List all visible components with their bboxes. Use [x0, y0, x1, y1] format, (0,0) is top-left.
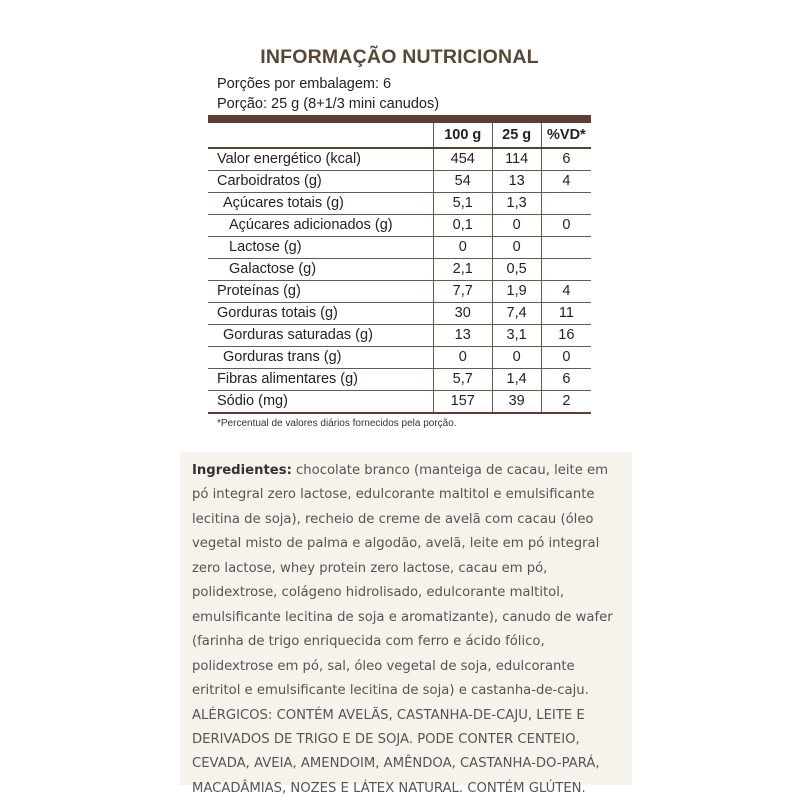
nutrient-label: Gorduras totais (g) [208, 303, 433, 325]
value-100g: 5,7 [433, 369, 492, 391]
value-100g: 0 [433, 347, 492, 369]
nutrient-label: Açúcares adicionados (g) [208, 215, 433, 237]
value-25g: 39 [492, 391, 541, 414]
value-100g: 2,1 [433, 259, 492, 281]
table-row [208, 237, 591, 259]
nutrient-label: Fibras alimentares (g) [208, 369, 433, 391]
table-row [208, 171, 591, 193]
nutrient-label: Carboidratos (g) [208, 171, 433, 193]
value-vd [541, 237, 591, 259]
value-100g: 5,1 [433, 193, 492, 215]
value-25g: 1,9 [492, 281, 541, 303]
nutrient-label: Sódio (mg) [208, 391, 433, 414]
table-row [208, 281, 591, 303]
nutrient-label: Proteínas (g) [208, 281, 433, 303]
value-100g: 454 [433, 148, 492, 171]
value-25g: 114 [492, 148, 541, 171]
value-vd: 6 [541, 369, 591, 391]
ingredients-text: chocolate branco (manteiga de cacau, leite em pó integral zero lactose, edulcorante maltitol e emulsificante lecitina de soja), recheio de creme de avelã com cacau (óleo vegetal misto de palma e algodão, avelã, leite em pó integral zero lactose, whey protein zero lactose, cacau em pó, polidextrose, colágeno hidrolisado, edulcorante maltitol, emulsificante lecitina de soja e aromatizante), canudo de wafer (farinha de trigo enriquecida com ferro e ácido fólico, polidextrose em pó, sal, óleo vegetal de soja, edulcorante eritritol e emulsificante lecitina de soja) e castanha-de-caju. ALÉRGICOS: CONTÉM AVELÃS, CASTANHA-DE-CAJU, LEITE E DERIVADOS DE TRIGO E DE SOJA. PODE CONTER CENTEIO, CEVADA, AVEIA, AMENDOIM, AMÊNDOA, CASTANHA-DO-PARÁ, MACADÂMIAS, NOZES E LÁTEX NATURAL. CONTÉM GLÚTEN. [192, 463, 613, 796]
value-25g: 7,4 [492, 303, 541, 325]
table-row [208, 259, 591, 281]
value-100g: 7,7 [433, 281, 492, 303]
nutrition-facts-panel [208, 42, 591, 437]
nutrition-title: INFORMAÇÃO NUTRICIONAL [260, 46, 539, 68]
value-100g: 54 [433, 171, 492, 193]
value-100g: 30 [433, 303, 492, 325]
table-row [208, 325, 591, 347]
header-divider [208, 115, 591, 123]
value-vd: 0 [541, 215, 591, 237]
table-row [208, 193, 591, 215]
table-row [208, 369, 591, 391]
nutrient-label: Gorduras saturadas (g) [208, 325, 433, 347]
table-header-row [208, 123, 591, 148]
nutrient-label: Valor energético (kcal) [208, 148, 433, 171]
value-100g: 157 [433, 391, 492, 414]
nutrition-table [208, 123, 591, 414]
nutrition-rows [208, 148, 591, 413]
value-vd: 4 [541, 171, 591, 193]
value-vd: 6 [541, 148, 591, 171]
value-100g: 0,1 [433, 215, 492, 237]
nutrient-label: Açúcares totais (g) [208, 193, 433, 215]
value-vd: 11 [541, 303, 591, 325]
value-vd: 0 [541, 347, 591, 369]
table-row [208, 148, 591, 171]
value-25g: 1,3 [492, 193, 541, 215]
servings-per-package: Porções por embalagem: 6 [217, 76, 392, 92]
value-25g: 0 [492, 237, 541, 259]
table-row [208, 347, 591, 369]
footnote: *Percentual de valores diários fornecidos pela porção. [217, 418, 457, 429]
value-vd: 2 [541, 391, 591, 414]
value-25g: 13 [492, 171, 541, 193]
header-cell-25g: 25 g [492, 123, 541, 148]
ingredients-block [180, 452, 632, 796]
table-row [208, 215, 591, 237]
value-25g: 0 [492, 215, 541, 237]
header-cell-label [208, 123, 433, 148]
value-vd: 16 [541, 325, 591, 347]
value-vd: 4 [541, 281, 591, 303]
table-row [208, 303, 591, 325]
nutrient-label: Lactose (g) [208, 237, 433, 259]
ingredients-label: Ingredientes: [192, 463, 292, 478]
value-100g: 13 [433, 325, 492, 347]
header-cell-100g: 100 g [433, 123, 492, 148]
value-25g: 1,4 [492, 369, 541, 391]
value-25g: 0 [492, 347, 541, 369]
value-100g: 0 [433, 237, 492, 259]
value-vd [541, 193, 591, 215]
nutrient-label: Galactose (g) [208, 259, 433, 281]
value-25g: 0,5 [492, 259, 541, 281]
serving-size: Porção: 25 g (8+1/3 mini canudos) [217, 96, 440, 112]
value-vd [541, 259, 591, 281]
nutrient-label: Gorduras trans (g) [208, 347, 433, 369]
table-row [208, 391, 591, 414]
value-25g: 3,1 [492, 325, 541, 347]
header-cell-vd: %VD* [541, 123, 591, 148]
